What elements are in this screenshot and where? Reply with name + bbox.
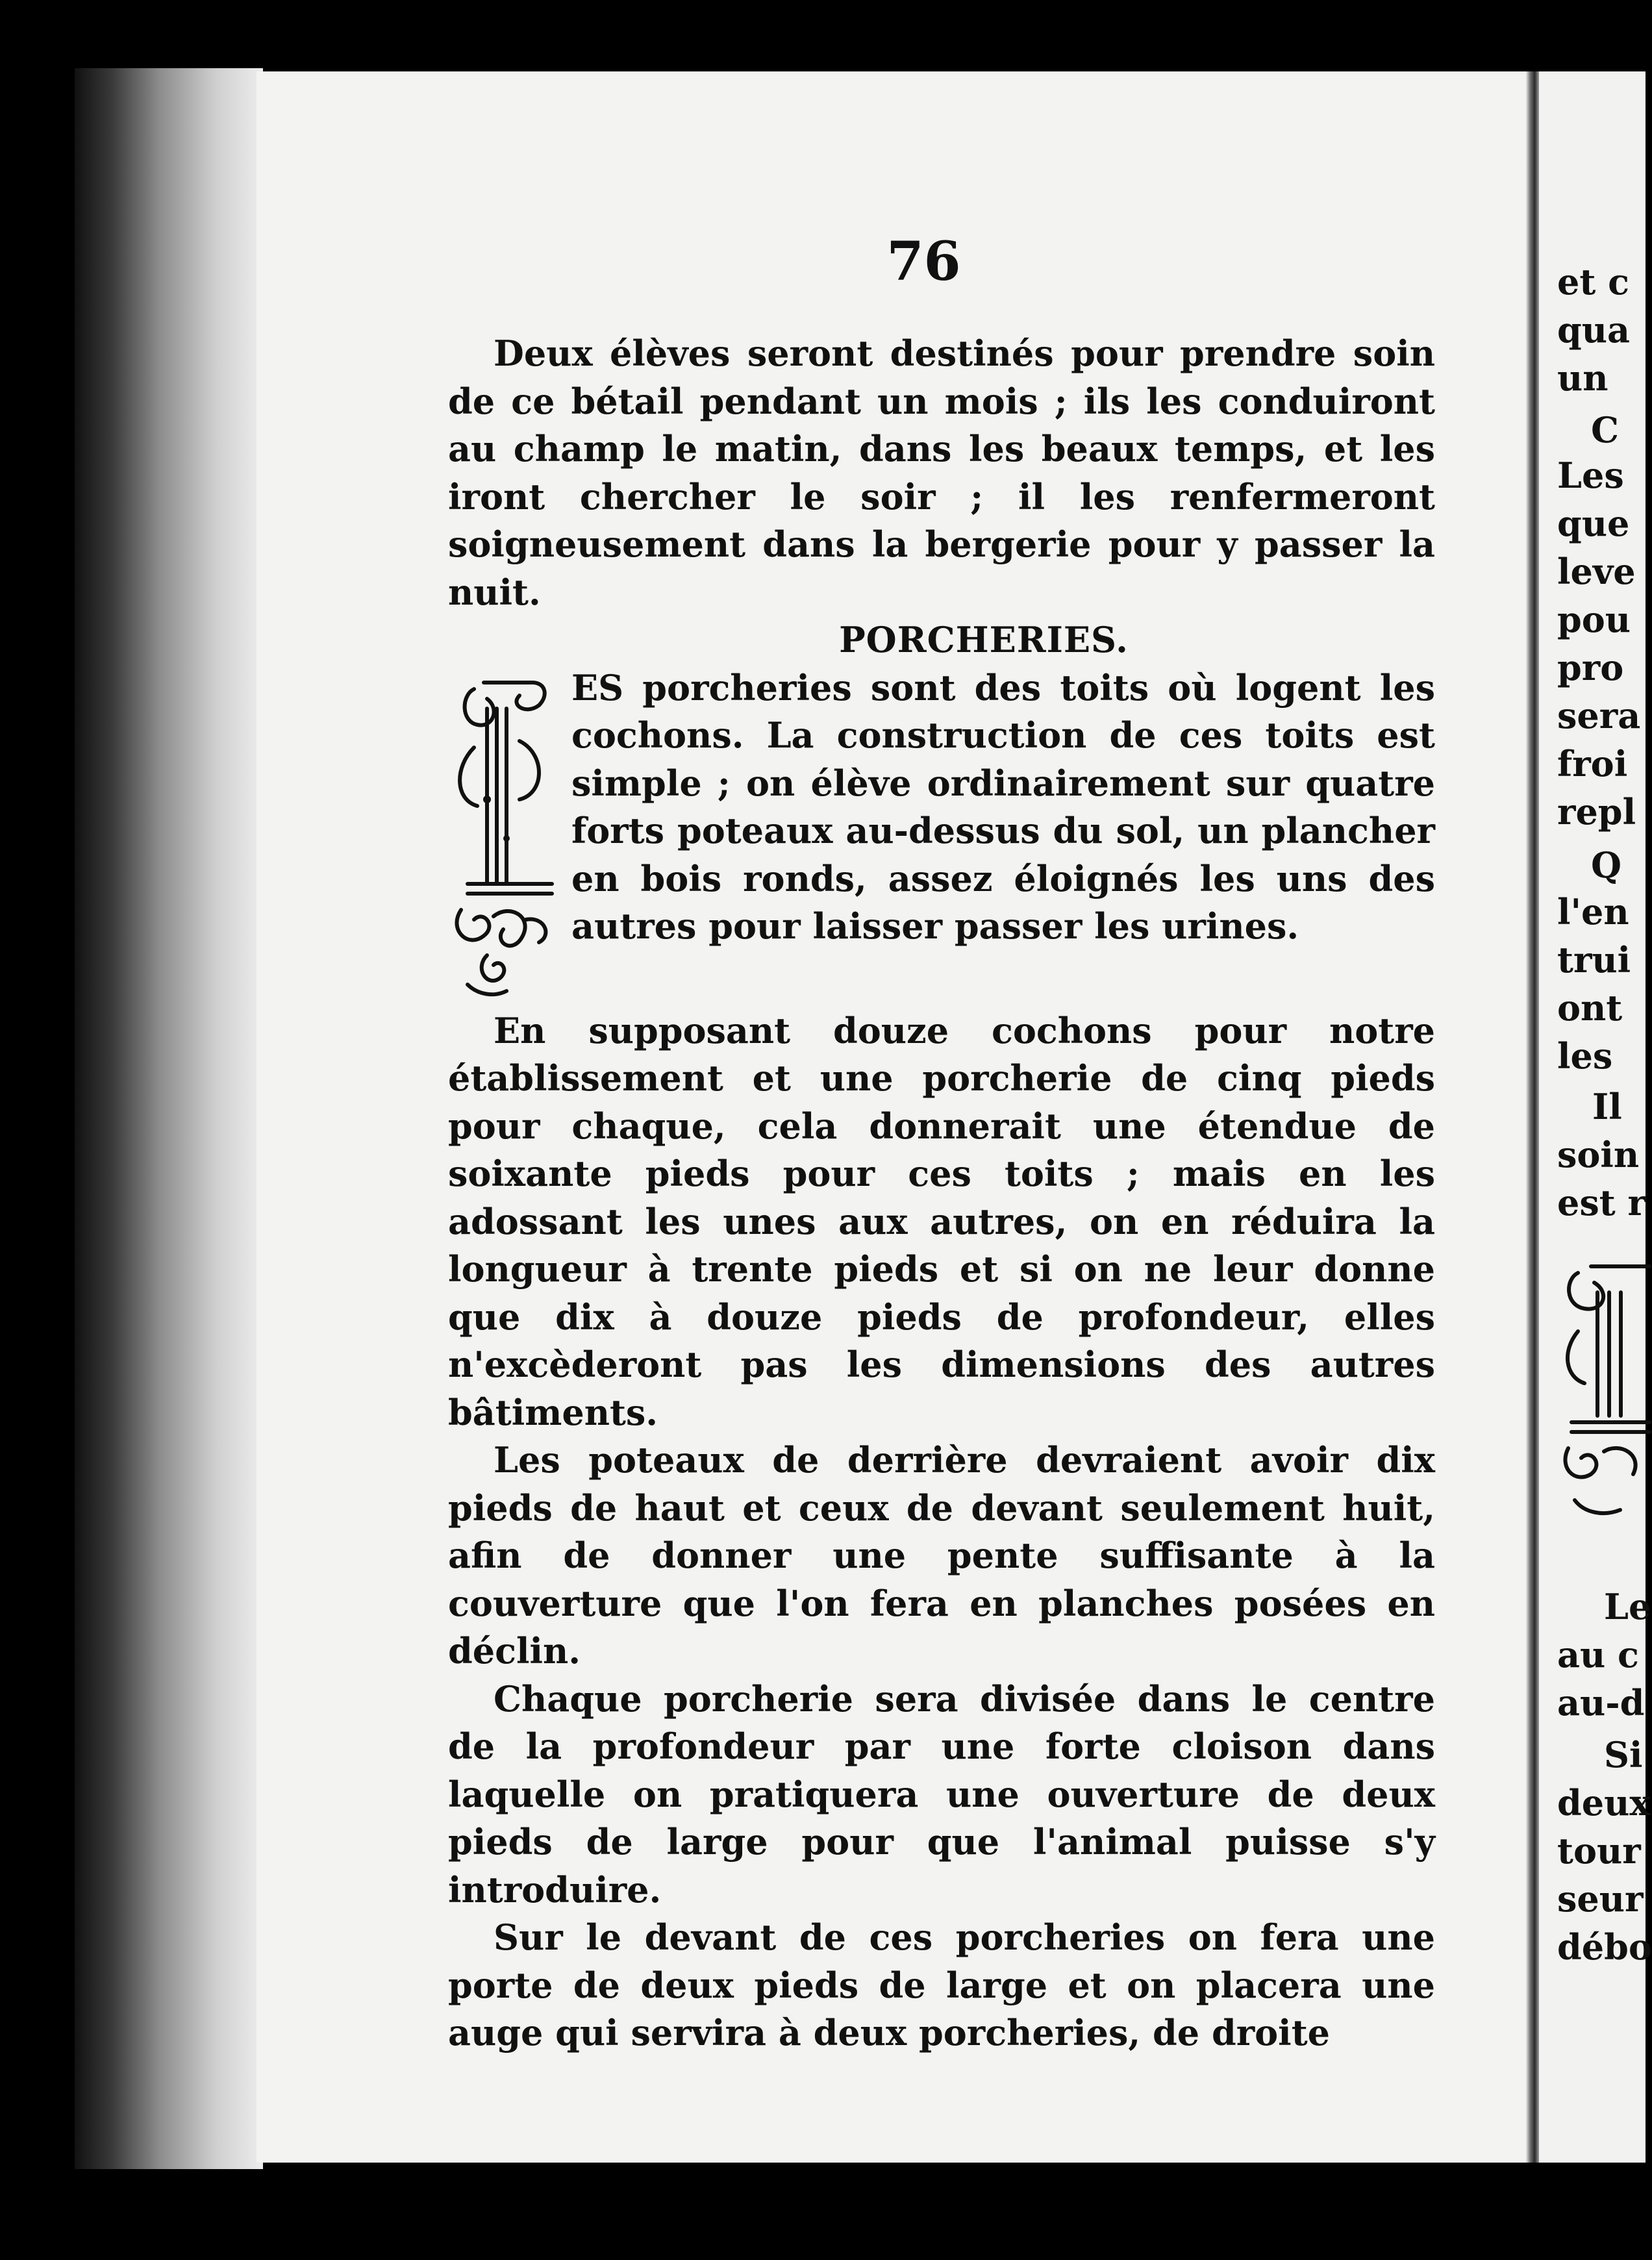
fragment-line: l'en bbox=[1557, 891, 1629, 933]
fragment-line: leve bbox=[1557, 551, 1636, 592]
dropcap-paragraph bbox=[448, 664, 1435, 1007]
book-page bbox=[257, 71, 1526, 2163]
fragment-line: les bbox=[1557, 1035, 1613, 1077]
page-number: 76 bbox=[886, 231, 961, 293]
fragment-line: un bbox=[1557, 357, 1608, 399]
fragment-line: débo bbox=[1557, 1926, 1652, 1968]
fragment-line: deux bbox=[1557, 1782, 1651, 1824]
fragment-line: au-d bbox=[1557, 1682, 1645, 1724]
fragment-line: trui bbox=[1557, 939, 1631, 981]
fragment-line: pou bbox=[1557, 599, 1631, 640]
fragment-line: Le bbox=[1604, 1586, 1651, 1627]
fragment-line: sera bbox=[1557, 695, 1641, 736]
fragment-line: Il bbox=[1592, 1086, 1622, 1127]
fragment-line: que bbox=[1557, 503, 1630, 544]
fragment-line: ont bbox=[1557, 987, 1623, 1029]
paragraph: Deux élèves seront destinés pour prendre soin de ce bétail pendant un mois ; ils les conduiront au champ le matin, dans les beaux temps, et les iront chercher le soir ; il les renfermeront soigneusement dans la bergerie pour y passer la nuit. bbox=[448, 333, 1435, 613]
fragment-line: tour bbox=[1557, 1830, 1641, 1872]
fragment-line: qua bbox=[1557, 309, 1631, 351]
paragraph: En supposant douze cochons pour notre établissement et une porcherie de cinq pieds pour chaque, cela donnerait une étendue de soixante pieds pour ces toits ; mais en les adossant les unes aux autres, on en réduira la longueur à trente pieds et si on ne leur donne que dix à douze pieds de profondeur, elles n'excèderont pas les dimensions des autres bâtiments. bbox=[448, 1009, 1435, 1433]
fragment-line: seur bbox=[1557, 1878, 1644, 1920]
paragraph: Chaque porcherie sera divisée dans le centre de la profondeur par une forte cloison dans laquelle on pratiquera une ouverture de deux pieds de large pour que l'animal puisse s'y introduire. bbox=[448, 1677, 1435, 1911]
paragraph: Les poteaux de derrière devraient avoir dix pieds de haut et ceux de devant seulement huit, afin de donner une pente suffisante à la couverture que l'on fera en planches posées en déclin. bbox=[448, 1439, 1435, 1672]
fragment-line: froi bbox=[1557, 743, 1628, 785]
fragment-line: Si bbox=[1604, 1734, 1643, 1776]
fragment-line: et c bbox=[1557, 261, 1629, 303]
fragment-line: est r bbox=[1557, 1182, 1646, 1224]
fragment-line: repl bbox=[1557, 791, 1636, 833]
ornamental-dropcap-l bbox=[448, 670, 558, 1007]
fragment-line: au c bbox=[1557, 1634, 1639, 1676]
next-page-ornamental-dropcap bbox=[1558, 1253, 1649, 1526]
body-text bbox=[448, 330, 1435, 2057]
page-gutter bbox=[1526, 71, 1539, 2163]
fragment-line: soin bbox=[1557, 1134, 1640, 1175]
paragraph: Sur le devant de ces porcheries on fera une porte de deux pieds de large et on placera une auge qui servira à deux porcheries, de droite bbox=[448, 1916, 1435, 2053]
paragraph: ES porcheries sont des toits où logent les cochons. La construction de ces toits est simple ; on élève ordinairement sur quatre forts poteaux au-dessus du sol, un plancher en bois ronds, assez éloignés les uns des autres pour laisser passer les urines. bbox=[571, 666, 1435, 947]
fragment-line: Les bbox=[1557, 455, 1624, 496]
fragment-line: pro bbox=[1557, 647, 1624, 688]
fragment-line: C bbox=[1591, 409, 1619, 451]
fragment-line: Q bbox=[1591, 844, 1622, 886]
section-heading: PORCHERIES. bbox=[839, 619, 1129, 660]
book-binding-shadow bbox=[75, 68, 263, 2169]
